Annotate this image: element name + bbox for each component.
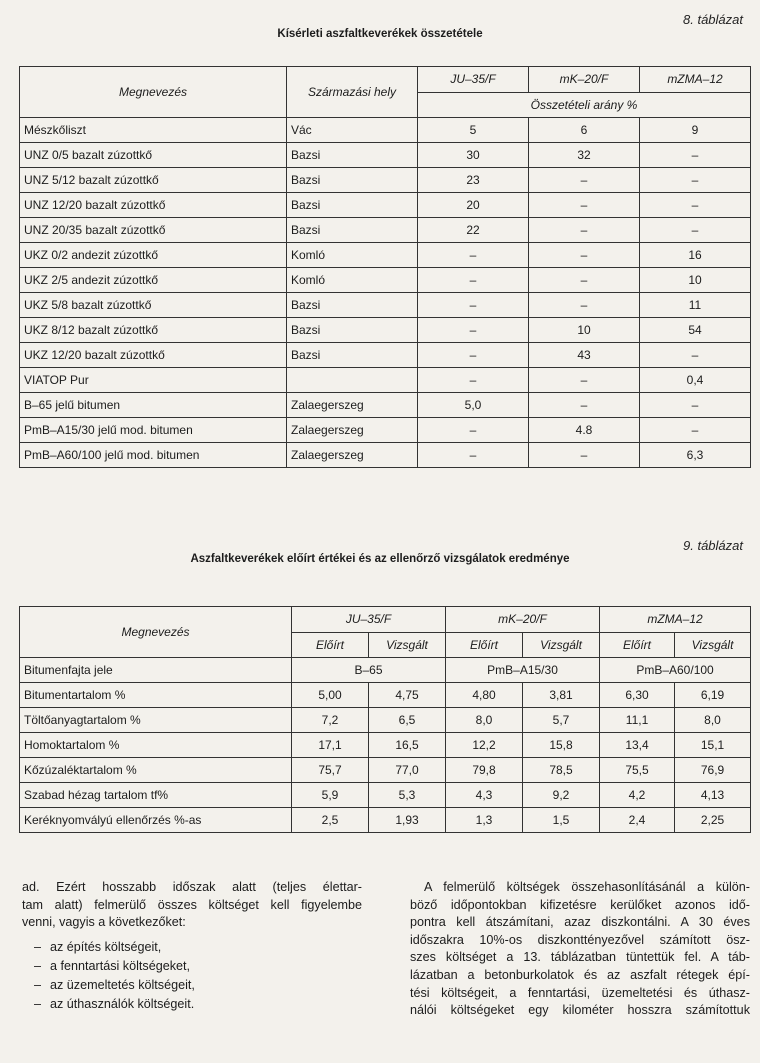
header-origin: Származási hely bbox=[287, 67, 418, 118]
cell: 0,4 bbox=[640, 368, 751, 393]
cell: 5,3 bbox=[369, 783, 446, 808]
cell: 75,7 bbox=[292, 758, 369, 783]
cell: 16 bbox=[640, 243, 751, 268]
cell: 11,1 bbox=[600, 708, 675, 733]
cell: 30 bbox=[418, 143, 529, 168]
origin-cell: Komló bbox=[287, 243, 418, 268]
table-row bbox=[20, 708, 751, 733]
cell: 16,5 bbox=[369, 733, 446, 758]
list-item: – az üzemeltetés költségeit, bbox=[22, 976, 362, 995]
cell: 4,3 bbox=[446, 783, 523, 808]
cell: 11 bbox=[640, 293, 751, 318]
row-label: UKZ 8/12 bazalt zúzottkő bbox=[20, 318, 287, 343]
cell: 6,3 bbox=[640, 443, 751, 468]
row-label: VIATOP Pur bbox=[20, 368, 287, 393]
paragraph-line: A felmerülő költségek összehasonlításánál a külön- bbox=[424, 880, 750, 894]
header-sub: Előírt bbox=[600, 632, 675, 658]
cell: 2,4 bbox=[600, 808, 675, 833]
cell: 2,5 bbox=[292, 808, 369, 833]
table-number: 8. táblázat bbox=[683, 12, 743, 27]
cell: 23 bbox=[418, 168, 529, 193]
row-label: Bitumenfajta jele bbox=[20, 658, 292, 683]
cell: – bbox=[640, 168, 751, 193]
cell: 5 bbox=[418, 118, 529, 143]
paragraph-line: szes költséget a 13. táblázatban tüntettük fel. A táb- bbox=[410, 950, 750, 965]
list-item: – az építés költségeit, bbox=[22, 938, 362, 957]
cell: 4,2 bbox=[600, 783, 675, 808]
cell: 1,3 bbox=[446, 808, 523, 833]
header-mix: JU–35/F bbox=[418, 67, 529, 93]
cell: 6 bbox=[529, 118, 640, 143]
cell: 17,1 bbox=[292, 733, 369, 758]
origin-cell: Zalaegerszeg bbox=[287, 443, 418, 468]
table-row bbox=[20, 733, 751, 758]
cell: 15,1 bbox=[675, 733, 751, 758]
row-label: Mészkőliszt bbox=[20, 118, 287, 143]
cell: 4,80 bbox=[446, 683, 523, 708]
header-name: Megnevezés bbox=[20, 607, 292, 658]
results-table bbox=[19, 606, 751, 833]
cell: 79,8 bbox=[446, 758, 523, 783]
row-label: B–65 jelű bitumen bbox=[20, 393, 287, 418]
row-label: Szabad hézag tartalom tf% bbox=[20, 783, 292, 808]
table-row bbox=[20, 808, 751, 833]
paragraph-line: időszakra 10%-os diszkonttényezővel számított ösz- bbox=[410, 932, 750, 947]
origin-cell: Bazsi bbox=[287, 343, 418, 368]
paragraph-line: tam alatt) felmerülő összes költséget kell figyelembe bbox=[22, 897, 362, 912]
paragraph-line: nálói költségeket egy kilométer hosszra számítottuk bbox=[410, 1003, 750, 1018]
cell: 3,81 bbox=[523, 683, 600, 708]
row-label: Homoktartalom % bbox=[20, 733, 292, 758]
cell: – bbox=[640, 143, 751, 168]
cell: – bbox=[529, 168, 640, 193]
header-sub: Vizsgált bbox=[369, 632, 446, 658]
cell: – bbox=[418, 368, 529, 393]
header-sub: Előírt bbox=[292, 632, 369, 658]
origin-cell: Bazsi bbox=[287, 143, 418, 168]
header-sub: Vizsgált bbox=[675, 632, 751, 658]
header-mix: mK–20/F bbox=[446, 607, 600, 633]
row-label: PmB–A60/100 jelű mod. bitumen bbox=[20, 443, 287, 468]
row-label: Bitumentartalom % bbox=[20, 683, 292, 708]
cell: 15,8 bbox=[523, 733, 600, 758]
left-column-text bbox=[22, 879, 362, 1014]
cell: 10 bbox=[529, 318, 640, 343]
cell: 12,2 bbox=[446, 733, 523, 758]
cell: B–65 bbox=[292, 658, 446, 683]
table-row bbox=[20, 168, 751, 193]
cell: – bbox=[418, 443, 529, 468]
cell: – bbox=[529, 243, 640, 268]
cell: 1,93 bbox=[369, 808, 446, 833]
cell: – bbox=[640, 218, 751, 243]
table-row bbox=[20, 783, 751, 808]
cell: 43 bbox=[529, 343, 640, 368]
cell: 54 bbox=[640, 318, 751, 343]
table-row bbox=[20, 268, 751, 293]
cell: 2,25 bbox=[675, 808, 751, 833]
header-mix: JU–35/F bbox=[292, 607, 446, 633]
paragraph-line: ad. Ezért hosszabb időszak alatt (teljes élettar- bbox=[22, 880, 362, 894]
header-ratio: Összetételi arány % bbox=[418, 92, 751, 118]
cell: 5,7 bbox=[523, 708, 600, 733]
cell: – bbox=[529, 393, 640, 418]
cell: 76,9 bbox=[675, 758, 751, 783]
header-sub: Előírt bbox=[446, 632, 523, 658]
row-label: UKZ 2/5 andezit zúzottkő bbox=[20, 268, 287, 293]
row-label: Keréknyomvályú ellenőrzés %-as bbox=[20, 808, 292, 833]
table-row bbox=[20, 393, 751, 418]
origin-cell: Bazsi bbox=[287, 193, 418, 218]
header-sub: Vizsgált bbox=[523, 632, 600, 658]
origin-cell: Bazsi bbox=[287, 318, 418, 343]
cell: – bbox=[418, 318, 529, 343]
cell: 5,0 bbox=[418, 393, 529, 418]
cell: PmB–A15/30 bbox=[446, 658, 600, 683]
cell: – bbox=[529, 443, 640, 468]
cell: – bbox=[418, 268, 529, 293]
cell: – bbox=[418, 418, 529, 443]
table-row bbox=[20, 218, 751, 243]
row-label: UKZ 0/2 andezit zúzottkő bbox=[20, 243, 287, 268]
cell: 9 bbox=[640, 118, 751, 143]
row-label: PmB–A15/30 jelű mod. bitumen bbox=[20, 418, 287, 443]
row-label: UKZ 12/20 bazalt zúzottkő bbox=[20, 343, 287, 368]
cell: 20 bbox=[418, 193, 529, 218]
header-mix: mK–20/F bbox=[529, 67, 640, 93]
table-title: Kísérleti aszfaltkeverékek összetétele bbox=[277, 28, 483, 40]
cell: 10 bbox=[640, 268, 751, 293]
cell: 8,0 bbox=[675, 708, 751, 733]
right-column-text bbox=[410, 879, 750, 1020]
origin-cell: Bazsi bbox=[287, 293, 418, 318]
cell: 8,0 bbox=[446, 708, 523, 733]
table-row bbox=[20, 118, 751, 143]
cell: – bbox=[640, 193, 751, 218]
cell: 32 bbox=[529, 143, 640, 168]
paragraph-line: lázatban a betonburkolatok és az aszfalt rétegek épí- bbox=[410, 967, 750, 982]
cell: 5,9 bbox=[292, 783, 369, 808]
row-label: UKZ 5/8 bazalt zúzottkő bbox=[20, 293, 287, 318]
table-row bbox=[20, 758, 751, 783]
origin-cell: Bazsi bbox=[287, 168, 418, 193]
origin-cell bbox=[287, 368, 418, 393]
cell: – bbox=[529, 293, 640, 318]
cell: 13,4 bbox=[600, 733, 675, 758]
cell: 4,75 bbox=[369, 683, 446, 708]
table-row bbox=[20, 683, 751, 708]
table-row bbox=[20, 368, 751, 393]
row-label: UNZ 5/12 bazalt zúzottkő bbox=[20, 168, 287, 193]
table-row bbox=[20, 243, 751, 268]
cell: 6,19 bbox=[675, 683, 751, 708]
header-mix: mZMA–12 bbox=[600, 607, 751, 633]
list-item: – a fenntartási költségeket, bbox=[22, 957, 362, 976]
cell: 6,5 bbox=[369, 708, 446, 733]
cell: 5,00 bbox=[292, 683, 369, 708]
table-row bbox=[20, 318, 751, 343]
cell: – bbox=[640, 343, 751, 368]
cell: 9,2 bbox=[523, 783, 600, 808]
origin-cell: Zalaegerszeg bbox=[287, 393, 418, 418]
cell: 77,0 bbox=[369, 758, 446, 783]
table-number: 9. táblázat bbox=[683, 538, 743, 553]
table-row bbox=[20, 418, 751, 443]
cell: – bbox=[640, 393, 751, 418]
row-label: UNZ 12/20 bazalt zúzottkő bbox=[20, 193, 287, 218]
cell: 75,5 bbox=[600, 758, 675, 783]
cell: 4.8 bbox=[529, 418, 640, 443]
cell: – bbox=[640, 418, 751, 443]
table-row bbox=[20, 343, 751, 368]
paragraph-line: venni, vagyis a következőket: bbox=[22, 915, 186, 930]
row-label: Töltőanyagtartalom % bbox=[20, 708, 292, 733]
origin-cell: Vác bbox=[287, 118, 418, 143]
cell: – bbox=[418, 243, 529, 268]
row-label: Kőzúzaléktartalom % bbox=[20, 758, 292, 783]
composition-table bbox=[19, 66, 751, 468]
cell: – bbox=[529, 368, 640, 393]
cell: 4,13 bbox=[675, 783, 751, 808]
paragraph-line: böző időpontokban kifizetésre kerülőket azonos idő- bbox=[410, 897, 750, 912]
cell: 22 bbox=[418, 218, 529, 243]
cost-list bbox=[22, 938, 362, 1014]
paragraph-line: tési költségeit, a fenntartási, üzemeltetési és úthasz- bbox=[410, 985, 750, 1000]
table-row bbox=[20, 193, 751, 218]
table-row bbox=[20, 658, 751, 683]
table-row bbox=[20, 143, 751, 168]
cell: – bbox=[529, 218, 640, 243]
list-item: – az úthasználók költségeit. bbox=[22, 995, 362, 1014]
cell: – bbox=[529, 268, 640, 293]
table-title: Aszfaltkeverékek előírt értékei és az ellenőrző vizsgálatok eredménye bbox=[190, 553, 570, 565]
header-mix: mZMA–12 bbox=[640, 67, 751, 93]
header-name: Megnevezés bbox=[20, 67, 287, 118]
table-row bbox=[20, 293, 751, 318]
cell: PmB–A60/100 bbox=[600, 658, 751, 683]
row-label: UNZ 0/5 bazalt zúzottkő bbox=[20, 143, 287, 168]
cell: 1,5 bbox=[523, 808, 600, 833]
cell: 6,30 bbox=[600, 683, 675, 708]
table-row bbox=[20, 443, 751, 468]
row-label: UNZ 20/35 bazalt zúzottkő bbox=[20, 218, 287, 243]
origin-cell: Zalaegerszeg bbox=[287, 418, 418, 443]
origin-cell: Komló bbox=[287, 268, 418, 293]
origin-cell: Bazsi bbox=[287, 218, 418, 243]
cell: – bbox=[418, 293, 529, 318]
cell: – bbox=[418, 343, 529, 368]
cell: 78,5 bbox=[523, 758, 600, 783]
paragraph-line: pontra kell átszámítani, azaz diszkontálni. A 30 éves bbox=[410, 915, 750, 930]
cell: 7,2 bbox=[292, 708, 369, 733]
cell: – bbox=[529, 193, 640, 218]
